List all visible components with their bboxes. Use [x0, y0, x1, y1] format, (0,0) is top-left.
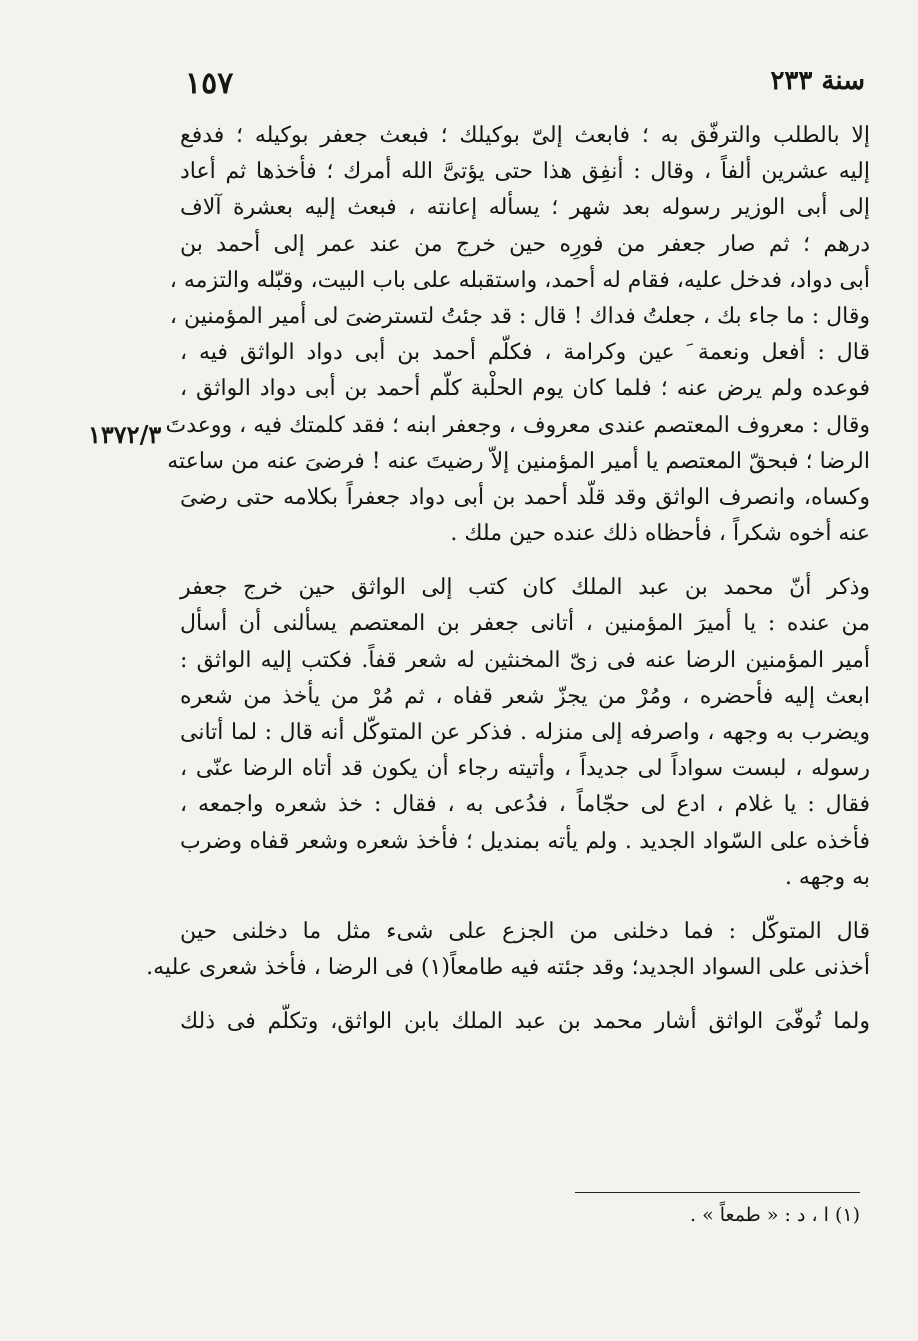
paragraph-gap [180, 896, 870, 914]
text-line: رسوله ، لبست سواداً لى جديداً ، وأتيته رجاء أن يكون قد أتاه الرضا عنّى ، [180, 756, 870, 782]
text-line: فوعده ولم يرض عنه ؛ فلما كان يوم الحلْبة كلّم أحمد بن أبى دواد الواثق ، [180, 376, 870, 402]
footnote: (١) ا ، د : « طمعاً » . [690, 1204, 860, 1226]
footnote-divider [575, 1192, 860, 1193]
margin-reference: ١٣٧٢/٣ [88, 420, 162, 449]
text-line: وقال : ما جاء بك ، جعلتُ فداك ! قال : قد جئتُ لتسترضىَ لى أمير المؤمنين ، [169, 303, 870, 329]
paragraph [146, 914, 870, 986]
text-line: وقال : معروف المعتصم عندى معروف ، وجعفر ابنه ؛ فقد كلمتك فيه ، ووعدتَ [165, 412, 870, 438]
page-number: ١٥٧ [185, 66, 234, 101]
text-line: وكساه، وانصرف الواثق وقد قلّد أحمد بن أبى دواد جعفراً بكلامه حتى رضىَ [180, 484, 870, 510]
text-line: إليه عشرين ألفاً ، وقال : أنفِق هذا حتى يؤتىَّ الله أمرك ؛ فأخذها ثم أعاد [180, 159, 870, 185]
text-line: فقال : يا غلام ، ادع لى حجّاماً ، فدُعى به ، فقال : خذ شعره واجمعه ، [180, 792, 870, 818]
main-text [146, 118, 870, 1041]
paragraph-gap [180, 986, 870, 1004]
text-line: الرضا ؛ فبحقّ المعتصم يا أمير المؤمنين إلاّ رضيتَ عنه ! فرضىَ عنه من ساعته [167, 448, 870, 474]
paragraph-gap [180, 552, 870, 570]
text-line: أبى دواد، فدخل عليه، فقام له أحمد، واستقبله على باب البيت، وقبّله والتزمه ، [169, 267, 870, 293]
text-line: أمير المؤمنين الرضا عنه فى زىّ المخنثين له شعر قفاً. فكتب إليه الواثق : [180, 647, 870, 673]
text-line: به وجهه . [784, 864, 870, 890]
text-line: ويضرب به وجهه ، واصرفه إلى منزله . فذكر عن المتوكّل أنه قال : لما أتانى [180, 720, 870, 745]
text-line: إلى أبى الوزير رسوله بعد شهر ؛ يسأله إعانته ، فبعث إليه بعشرة آلاف [180, 195, 870, 221]
text-line: قال المتوكّل : فما دخلنى من الجزع على شىء مثل ما دخلنى حين [180, 918, 870, 944]
text-line: درهم ؛ ثم صار جعفر من فورِه حين خرج من عند عمر إلى أحمد بن [180, 231, 870, 257]
text-line: ابعث إليه فأحضره ، ومُرْ من يجزّ شعر قفاه ، ثم مُرْ من يأخذ من شعره [180, 683, 870, 709]
paragraph [180, 570, 870, 896]
text-line: فأخذه على السّواد الجديد . ولم يأته بمنديل ؛ فأخذ شعره وشعر قفاه وضرب [180, 828, 870, 854]
text-line: وذكر أنّ محمد بن عبد الملك كان كتب إلى الواثق حين خرج جعفر [180, 575, 870, 601]
text-line: من عنده : يا أميرَ المؤمنين ، أتانى جعفر بن المعتصم يسألنى أن أسأل [180, 611, 870, 637]
text-line: إلا بالطلب والترفّق به ؛ فابعث إلىّ بوكيلك ؛ فبعث جعفر بوكيله ؛ فدفع [180, 123, 870, 148]
text-line: عنه أخوه شكراً ، فأحظاه ذلك عنده حين ملك . [450, 521, 870, 547]
text-line: قال : أفعل ونعمة َ عين وكرامة ، فكلّم أحمد بن أبى دواد الواثق فيه ، [180, 340, 870, 366]
paragraph [165, 118, 870, 552]
text-line: أخذنى على السواد الجديد؛ وقد جئته فيه طامعاً(١) فى الرضا ، فأخذ شعرى عليه. [146, 955, 870, 981]
running-head-year: سنة ٢٣٣ [770, 66, 865, 96]
text-line: ولما تُوفّىَ الواثق أشار محمد بن عبد الملك بابن الواثق، وتكلّم فى ذلك [180, 1009, 870, 1035]
page-header [185, 66, 865, 106]
paragraph [180, 1004, 870, 1040]
